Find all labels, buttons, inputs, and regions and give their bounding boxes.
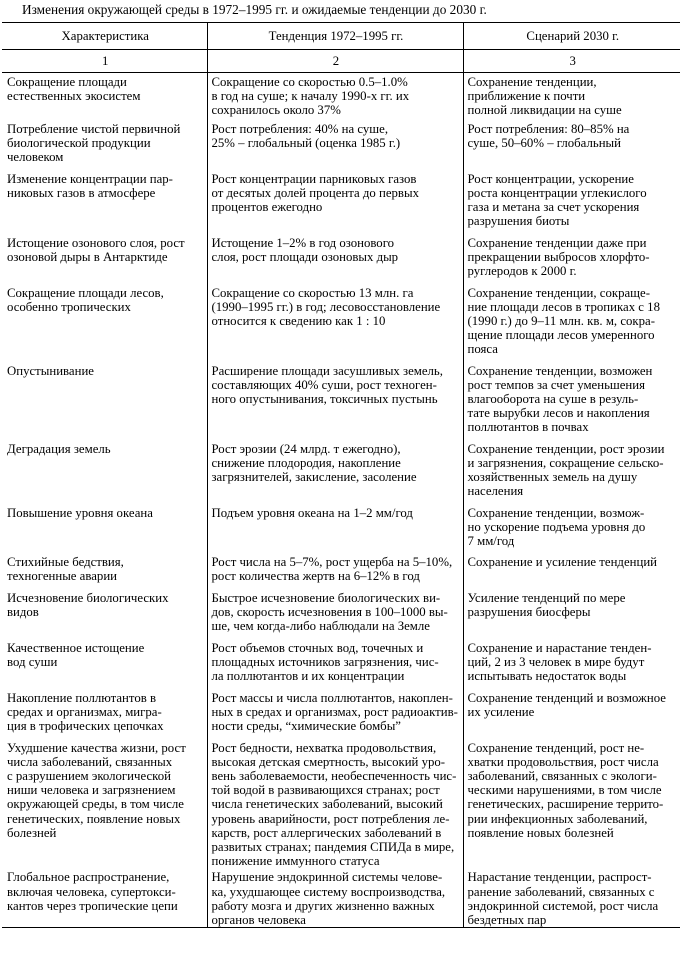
trend-cell: Рост объемов сточных вод, точечных и площадных источников загрязнения, чис- ла поллютантов и их концентрации bbox=[207, 639, 463, 689]
characteristic-cell: Изменение концентрации пар- никовых газов в атмосфере bbox=[7, 171, 173, 200]
scenario-cell: Рост потребления: 80–85% на суше, 50–60% – глобальный bbox=[463, 120, 680, 170]
column-header-characteristic: Характеристика bbox=[2, 23, 207, 50]
scenario-cell: Рост концентрации, ускорение роста концентрации углекислого газа и метана за счет ускорения разрушения биоты bbox=[463, 170, 680, 234]
characteristic-cell: Повышение уровня океана bbox=[7, 505, 153, 520]
scenario-cell: Сохранение тенденции, возмож- но ускорение подъема уровня до 7 мм/год bbox=[463, 504, 680, 553]
table-row bbox=[2, 170, 680, 234]
table-row bbox=[2, 739, 680, 869]
column-number-3: 3 bbox=[463, 50, 680, 73]
column-number-row bbox=[2, 50, 680, 73]
characteristic-cell: Стихийные бедствия, техногенные аварии bbox=[7, 554, 124, 583]
table-row bbox=[2, 362, 680, 440]
table-row bbox=[2, 73, 680, 120]
characteristic-cell: Сокращение площади естественных экосистем bbox=[7, 75, 141, 104]
environment-trends-table bbox=[2, 22, 680, 928]
column-header-trend: Тенденция 1972–1995 гг. bbox=[207, 23, 463, 50]
table-row bbox=[2, 868, 680, 927]
trend-cell: Рост потребления: 40% на суше, 25% – глобальный (оценка 1985 г.) bbox=[207, 120, 463, 170]
column-header-scenario: Сценарий 2030 г. bbox=[463, 23, 680, 50]
trend-cell: Рост числа на 5–7%, рост ущерба на 5–10%, рост количества жертв на 6–12% в год bbox=[207, 553, 463, 589]
characteristic-cell: Глобальное распространение, включая человека, супертокси- кантов через тропические цепи bbox=[2, 868, 207, 927]
scenario-cell: Сохранение тенденции, рост эрозии и загрязнения, сокращение сельско- хозяйственных земель на душу населения bbox=[463, 440, 680, 504]
scenario-cell: Сохранение тенденции, приближение к почти полной ликвидации на суше bbox=[463, 73, 680, 120]
table-row bbox=[2, 440, 680, 504]
characteristic-cell: Сокращение площади лесов, особенно тропических bbox=[7, 285, 164, 314]
scenario-cell: Сохранение и нарастание тенден- ций, 2 из 3 человек в мире будут испытывать недостаток воды bbox=[463, 639, 680, 689]
column-number-2: 2 bbox=[207, 50, 463, 73]
scenario-cell: Сохранение и усиление тенденций bbox=[463, 553, 680, 589]
characteristic-cell: Потребление чистой первичной биологической продукции человеком bbox=[7, 121, 181, 164]
trend-cell: Нарушение эндокринной системы челове- ка, ухудшающее систему воспроизводства, работу мозга и других жизненно важных органов человека bbox=[207, 868, 463, 927]
table-row bbox=[2, 284, 680, 362]
scenario-cell: Сохранение тенденции, возможен рост темпов за счет уменьшения влагооборота на суше в резуль- тате вырубки лесов и накопления поллютантов в почвах bbox=[463, 362, 680, 440]
trend-cell: Расширение площади засушливых земель, составляющих 40% суши, рост техноген- ного опустынивания, токсичных пустынь bbox=[207, 362, 463, 440]
scenario-cell: Нарастание тенденции, распрост- ранение заболеваний, связанных с эндокринной системой, рост числа бездетных пар bbox=[463, 868, 680, 927]
table-row bbox=[2, 120, 680, 170]
trend-cell: Рост эрозии (24 млрд. т ежегодно), снижение плодородия, накопление загрязнителей, закисление, засоление bbox=[207, 440, 463, 504]
characteristic-cell: Исчезновение биологических видов bbox=[7, 590, 169, 619]
characteristic-cell: Истощение озонового слоя, рост озоновой дыры в Антарктиде bbox=[7, 235, 185, 264]
scenario-cell: Сохранение тенденций и возможное их усиление bbox=[463, 689, 680, 739]
trend-cell: Сокращение со скоростью 0.5–1.0% в год на суше; к началу 1990-х гг. их сохранилось около 37% bbox=[207, 73, 463, 120]
column-number-1: 1 bbox=[2, 50, 207, 73]
table-row bbox=[2, 589, 680, 639]
characteristic-cell: Ухудшение качества жизни, рост числа заболеваний, связанных с разрушением экологической ниши человека и загрязнением окружающей среды, в том числе генетических, появление новых болезней bbox=[7, 740, 186, 840]
characteristic-cell: Деградация земель bbox=[7, 441, 111, 456]
characteristic-cell: Опустынивание bbox=[7, 363, 94, 378]
table-row bbox=[2, 504, 680, 553]
characteristic-cell: Качественное истощение вод суши bbox=[7, 640, 145, 669]
table-row bbox=[2, 689, 680, 739]
trend-cell: Сокращение со скоростью 13 млн. га (1990–1995 гг.) в год; лесовосстановление относится к сведению как 1 : 10 bbox=[207, 284, 463, 362]
table-row bbox=[2, 553, 680, 589]
characteristic-cell: Накопление поллютантов в средах и организмах, мигра- ция в трофических цепочках bbox=[7, 690, 164, 733]
table-caption: Изменения окружающей среды в 1972–1995 гг. и ожидаемые тенденции до 2030 г. bbox=[22, 2, 487, 17]
scenario-cell: Сохранение тенденции даже при прекращении выбросов хлорфто- руглеродов к 2000 г. bbox=[463, 234, 680, 284]
scenario-cell: Сохранение тенденции, сокраще- ние площади лесов в тропиках с 18 (1990 г.) до 9–11 млн. кв. м, сокра- щение площади лесов умеренного пояса bbox=[463, 284, 680, 362]
trend-cell: Рост бедности, нехватка продовольствия, высокая детская смертность, высокий уро- вень заболеваемости, необеспеченность чис- той водой в развивающихся странах; рост числа генетических заболеваний, высокий уровень аварийности, рост потребления ле- карств, рост аллергических заболеваний в развитых странах; пандемия СПИДа в мире, понижение иммунного статуса bbox=[207, 739, 463, 869]
scenario-cell: Сохранение тенденций, рост не- хватки продовольствия, рост числа заболеваний, связанных с экологи- ческими нарушениями, в том числе генетических, расширение террито- рии инфекционных заболеваний, появление новых болезней bbox=[463, 739, 680, 869]
header-row bbox=[2, 23, 680, 50]
trend-cell: Рост массы и числа поллютантов, накоплен- ных в средах и организмах, рост радиоактив- ности среды, “химические бомбы” bbox=[207, 689, 463, 739]
trend-cell: Истощение 1–2% в год озонового слоя, рост площади озоновых дыр bbox=[207, 234, 463, 284]
table-row bbox=[2, 234, 680, 284]
trend-cell: Подъем уровня океана на 1–2 мм/год bbox=[207, 504, 463, 553]
trend-cell: Рост концентрации парниковых газов от десятых долей процента до первых процентов ежегодно bbox=[207, 170, 463, 234]
trend-cell: Быстрое исчезновение биологических ви- дов, скорость исчезновения в 100–1000 вы- ше, чем когда-либо наблюдали на Земле bbox=[207, 589, 463, 639]
table-row bbox=[2, 639, 680, 689]
scenario-cell: Усиление тенденций по мере разрушения биосферы bbox=[463, 589, 680, 639]
